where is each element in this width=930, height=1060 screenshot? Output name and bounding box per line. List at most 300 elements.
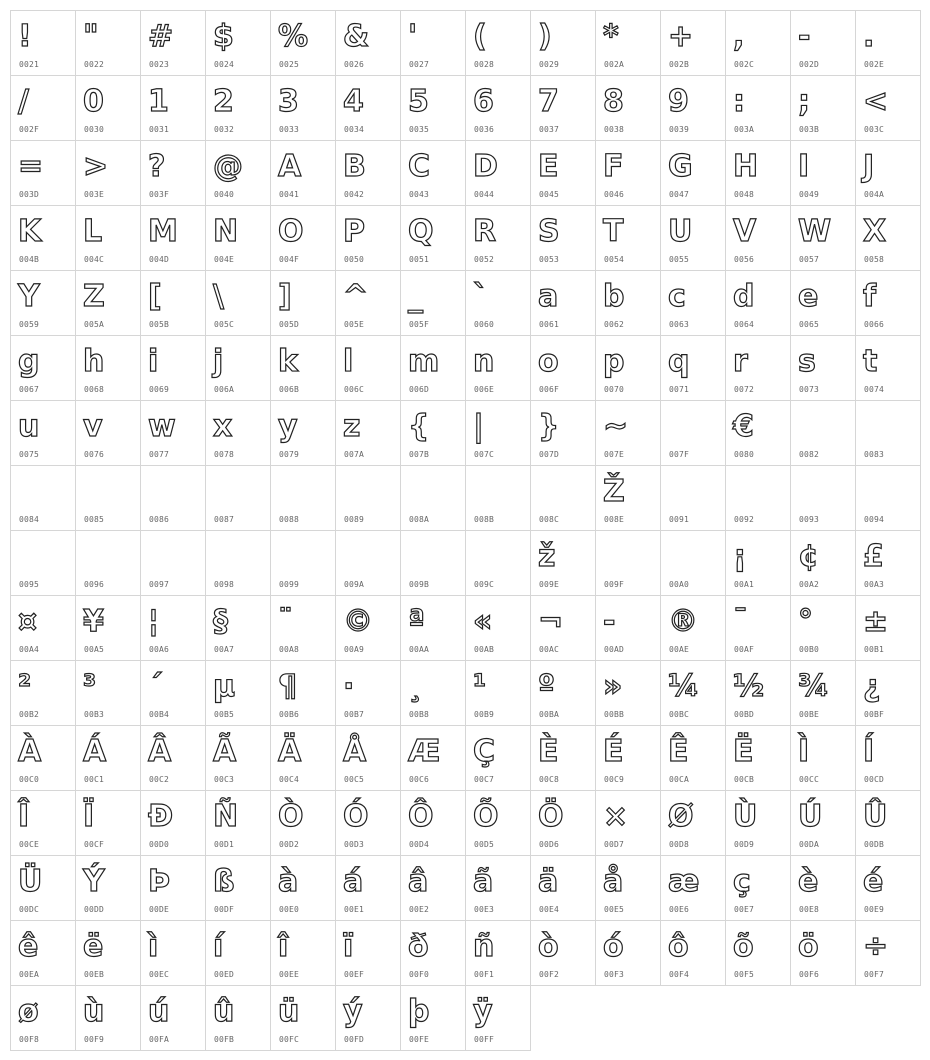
glyph-preview: Ñ [213, 799, 239, 834]
glyph-preview: I [798, 149, 810, 184]
glyph-code-label: 00AA [409, 645, 430, 654]
glyph-cell [726, 76, 791, 141]
glyph-code-label: 006A [214, 385, 235, 394]
glyph-cell [336, 726, 401, 791]
glyph-code-label: 009E [539, 580, 560, 589]
glyph-preview: V [733, 214, 757, 249]
glyph-cell [271, 531, 336, 596]
glyph-cell [466, 986, 531, 1051]
glyph-preview: ö [798, 929, 819, 964]
glyph-cell [466, 76, 531, 141]
glyph-preview: ~ [603, 409, 629, 444]
glyph-preview: » [603, 669, 623, 704]
glyph-preview: h [83, 344, 105, 379]
glyph-cell [596, 141, 661, 206]
glyph-preview: ë [83, 929, 104, 964]
glyph-cell [856, 336, 921, 401]
glyph-code-label: 0026 [344, 60, 365, 69]
glyph-cell [76, 336, 141, 401]
glyph-preview: Ô [408, 799, 434, 834]
glyph-cell [531, 401, 596, 466]
glyph-preview: ` [473, 279, 488, 314]
glyph-cell [206, 531, 271, 596]
glyph-code-label: 00A9 [344, 645, 365, 654]
glyph-code-label: 0038 [604, 125, 625, 134]
glyph-code-label: 00F0 [409, 970, 430, 979]
glyph-cell [76, 596, 141, 661]
glyph-cell [661, 531, 726, 596]
glyph-cell [76, 661, 141, 726]
glyph-preview: s [798, 344, 816, 379]
glyph-cell [466, 856, 531, 921]
glyph-preview: & [343, 19, 370, 54]
glyph-preview: Ë [733, 734, 754, 769]
glyph-cell [76, 921, 141, 986]
glyph-cell [661, 271, 726, 336]
glyph-code-label: 0056 [734, 255, 755, 264]
glyph-code-label: 005A [84, 320, 105, 329]
glyph-cell [466, 466, 531, 531]
glyph-code-label: 006F [539, 385, 560, 394]
glyph-cell [271, 271, 336, 336]
glyph-cell [336, 596, 401, 661]
glyph-cell [11, 401, 76, 466]
glyph-preview: _ [408, 279, 423, 314]
glyph-code-label: 0092 [734, 515, 755, 524]
glyph-cell [661, 921, 726, 986]
glyph-cell [206, 271, 271, 336]
glyph-code-label: 00A2 [799, 580, 820, 589]
glyph-code-label: 0029 [539, 60, 560, 69]
glyph-cell [466, 791, 531, 856]
glyph-grid [10, 10, 921, 1051]
glyph-cell [791, 141, 856, 206]
glyph-code-label: 00DA [799, 840, 820, 849]
glyph-preview: c [668, 279, 686, 314]
glyph-cell [791, 726, 856, 791]
glyph-cell [206, 206, 271, 271]
glyph-code-label: 0055 [669, 255, 690, 264]
glyph-cell [206, 401, 271, 466]
glyph-code-label: 00CD [864, 775, 885, 784]
glyph-code-label: 0033 [279, 125, 300, 134]
glyph-code-label: 00E9 [864, 905, 885, 914]
glyph-cell [531, 76, 596, 141]
glyph-cell [271, 856, 336, 921]
glyph-preview: 4 [343, 84, 364, 119]
glyph-preview: < [863, 84, 889, 119]
glyph-code-label: 0084 [19, 515, 40, 524]
glyph-code-label: 00BB [604, 710, 625, 719]
glyph-cell [11, 986, 76, 1051]
glyph-preview: ÷ [863, 929, 889, 964]
glyph-cell [11, 726, 76, 791]
glyph-preview: Þ [148, 864, 171, 899]
glyph-cell [401, 531, 466, 596]
glyph-cell [791, 661, 856, 726]
glyph-code-label: 00E5 [604, 905, 625, 914]
glyph-code-label: 003D [19, 190, 40, 199]
glyph-code-label: 00E4 [539, 905, 560, 914]
glyph-cell [401, 76, 466, 141]
glyph-preview: ¢ [798, 539, 819, 574]
glyph-preview: ¨ [278, 604, 293, 639]
glyph-preview: x [213, 409, 233, 444]
glyph-cell [466, 726, 531, 791]
glyph-cell [206, 856, 271, 921]
glyph-preview: j [213, 344, 224, 379]
glyph-code-label: 0095 [19, 580, 40, 589]
glyph-cell [76, 726, 141, 791]
glyph-cell [141, 921, 206, 986]
glyph-code-label: 00A6 [149, 645, 170, 654]
glyph-cell [791, 206, 856, 271]
glyph-code-label: 00EE [279, 970, 300, 979]
glyph-preview: â [408, 864, 429, 899]
glyph-cell [141, 141, 206, 206]
glyph-code-label: 0021 [19, 60, 40, 69]
glyph-cell [336, 76, 401, 141]
glyph-code-label: 0071 [669, 385, 690, 394]
glyph-code-label: 002D [799, 60, 820, 69]
glyph-code-label: 009A [344, 580, 365, 589]
glyph-cell [11, 76, 76, 141]
glyph-code-label: 00F3 [604, 970, 625, 979]
glyph-cell [11, 661, 76, 726]
glyph-cell [531, 531, 596, 596]
glyph-code-label: 00A3 [864, 580, 885, 589]
glyph-code-label: 0086 [149, 515, 170, 524]
glyph-cell [336, 986, 401, 1051]
glyph-cell [11, 531, 76, 596]
glyph-code-label: 00A0 [669, 580, 690, 589]
glyph-cell [856, 661, 921, 726]
glyph-code-label: 008C [539, 515, 560, 524]
glyph-cell [531, 11, 596, 76]
glyph-code-label: 00B5 [214, 710, 235, 719]
glyph-code-label: 00F9 [84, 1035, 105, 1044]
glyph-preview: ] [278, 279, 292, 314]
glyph-code-label: 0072 [734, 385, 755, 394]
glyph-cell [11, 791, 76, 856]
glyph-cell [76, 141, 141, 206]
glyph-preview: ó [603, 929, 624, 964]
glyph-cell [726, 921, 791, 986]
glyph-cell [206, 726, 271, 791]
glyph-cell [596, 401, 661, 466]
glyph-cell [726, 856, 791, 921]
glyph-cell [141, 531, 206, 596]
glyph-code-label: 0073 [799, 385, 820, 394]
glyph-cell [466, 401, 531, 466]
glyph-code-label: 004B [19, 255, 40, 264]
glyph-cell [401, 921, 466, 986]
glyph-preview: æ [668, 864, 700, 899]
glyph-preview: ò [538, 929, 559, 964]
glyph-preview: í [213, 929, 224, 964]
glyph-cell [401, 986, 466, 1051]
glyph-code-label: 00D8 [669, 840, 690, 849]
glyph-preview: © [343, 604, 373, 639]
glyph-cell [531, 206, 596, 271]
glyph-code-label: 004D [149, 255, 170, 264]
glyph-code-label: 0036 [474, 125, 495, 134]
glyph-preview: Ù [733, 799, 758, 834]
glyph-cell [726, 726, 791, 791]
glyph-preview: ì [148, 929, 159, 964]
glyph-preview: Ê [668, 734, 689, 769]
glyph-code-label: 00DE [149, 905, 170, 914]
glyph-preview: d [733, 279, 755, 314]
glyph-preview: É [603, 734, 624, 769]
glyph-code-label: 003E [84, 190, 105, 199]
glyph-preview: Å [343, 734, 367, 769]
glyph-code-label: 00BF [864, 710, 885, 719]
glyph-preview: M [148, 214, 178, 249]
glyph-preview: . [863, 19, 875, 54]
glyph-cell [596, 661, 661, 726]
glyph-preview: Õ [473, 799, 499, 834]
glyph-cell [11, 271, 76, 336]
glyph-code-label: 00EB [84, 970, 105, 979]
glyph-cell [76, 791, 141, 856]
glyph-preview: p [603, 344, 625, 379]
glyph-cell [336, 661, 401, 726]
glyph-preview: , [733, 19, 745, 54]
glyph-cell [856, 596, 921, 661]
glyph-cell [791, 596, 856, 661]
glyph-preview: ² [18, 669, 32, 704]
glyph-cell [401, 401, 466, 466]
glyph-cell [141, 596, 206, 661]
glyph-code-label: 005E [344, 320, 365, 329]
glyph-code-label: 0061 [539, 320, 560, 329]
glyph-cell [401, 271, 466, 336]
glyph-cell [661, 466, 726, 531]
glyph-preview: ï [343, 929, 354, 964]
glyph-cell [141, 856, 206, 921]
glyph-preview: ú [148, 994, 170, 1029]
glyph-preview: 1 [148, 84, 169, 119]
glyph-cell [141, 271, 206, 336]
glyph-cell [726, 11, 791, 76]
glyph-code-label: 00C7 [474, 775, 495, 784]
glyph-cell [76, 271, 141, 336]
glyph-code-label: 002B [669, 60, 690, 69]
glyph-cell [791, 791, 856, 856]
glyph-code-label: 0063 [669, 320, 690, 329]
glyph-code-label: 00AD [604, 645, 625, 654]
glyph-preview: F [603, 149, 624, 184]
glyph-cell [726, 661, 791, 726]
glyph-preview: Ò [278, 799, 304, 834]
glyph-code-label: 00C6 [409, 775, 430, 784]
glyph-cell [206, 76, 271, 141]
glyph-code-label: 00C0 [19, 775, 40, 784]
glyph-preview: û [213, 994, 235, 1029]
glyph-preview: ³ [83, 669, 97, 704]
glyph-cell [206, 466, 271, 531]
glyph-preview: È [538, 734, 559, 769]
glyph-code-label: 0022 [84, 60, 105, 69]
glyph-preview: g [18, 344, 40, 379]
glyph-code-label: 0091 [669, 515, 690, 524]
glyph-cell [596, 336, 661, 401]
glyph-preview: 2 [213, 84, 234, 119]
glyph-cell [531, 661, 596, 726]
glyph-preview: ¿ [863, 669, 881, 704]
glyph-code-label: 00CF [84, 840, 105, 849]
glyph-cell [596, 726, 661, 791]
glyph-code-label: 0049 [799, 190, 820, 199]
glyph-cell [726, 791, 791, 856]
glyph-cell [466, 531, 531, 596]
glyph-code-label: 0074 [864, 385, 885, 394]
glyph-cell [531, 726, 596, 791]
glyph-code-label: 00DC [19, 905, 40, 914]
glyph-preview: A [278, 149, 302, 184]
glyph-preview: ¹ [473, 669, 487, 704]
glyph-code-label: 00BA [539, 710, 560, 719]
glyph-code-label: 003B [799, 125, 820, 134]
glyph-code-label: 00C4 [279, 775, 300, 784]
glyph-preview: @ [213, 149, 243, 184]
glyph-cell [596, 856, 661, 921]
glyph-cell [661, 726, 726, 791]
glyph-code-label: 005C [214, 320, 235, 329]
glyph-preview: ¸ [408, 669, 423, 704]
glyph-cell [141, 661, 206, 726]
glyph-preview: * [603, 19, 619, 54]
glyph-code-label: 00BD [734, 710, 755, 719]
glyph-cell [11, 921, 76, 986]
glyph-code-label: 002E [864, 60, 885, 69]
glyph-code-label: 0025 [279, 60, 300, 69]
glyph-code-label: 003F [149, 190, 170, 199]
glyph-cell [726, 271, 791, 336]
glyph-code-label: 00F1 [474, 970, 495, 979]
glyph-preview: 7 [538, 84, 559, 119]
glyph-code-label: 00F7 [864, 970, 885, 979]
glyph-preview: H [733, 149, 759, 184]
glyph-cell [206, 921, 271, 986]
glyph-preview: K [18, 214, 42, 249]
glyph-preview: € [733, 409, 754, 444]
glyph-preview: î [278, 929, 289, 964]
glyph-code-label: 00DD [84, 905, 105, 914]
glyph-preview: 6 [473, 84, 494, 119]
glyph-code-label: 00D0 [149, 840, 170, 849]
glyph-preview: À [18, 734, 42, 769]
glyph-preview: b [603, 279, 625, 314]
glyph-cell [661, 141, 726, 206]
glyph-code-label: 0030 [84, 125, 105, 134]
glyph-cell [531, 271, 596, 336]
glyph-code-label: 00DB [864, 840, 885, 849]
glyph-preview: Ž [603, 474, 625, 509]
glyph-preview: § [213, 604, 228, 639]
glyph-code-label: 0035 [409, 125, 430, 134]
glyph-cell [141, 336, 206, 401]
glyph-cell [791, 531, 856, 596]
glyph-preview: O [278, 214, 304, 249]
glyph-preview: - [798, 19, 811, 54]
glyph-cell [401, 336, 466, 401]
glyph-cell [11, 206, 76, 271]
glyph-preview: ÿ [473, 994, 493, 1029]
glyph-preview: ' [408, 19, 418, 54]
glyph-code-label: 00C8 [539, 775, 560, 784]
glyph-cell [726, 531, 791, 596]
glyph-cell [856, 76, 921, 141]
glyph-preview: f [863, 279, 877, 314]
glyph-cell [271, 401, 336, 466]
glyph-cell [206, 791, 271, 856]
glyph-preview: G [668, 149, 693, 184]
glyph-cell [661, 596, 726, 661]
glyph-preview: Y [18, 279, 40, 314]
glyph-code-label: 0080 [734, 450, 755, 459]
glyph-code-label: 006B [279, 385, 300, 394]
glyph-preview: µ [213, 669, 236, 704]
glyph-cell [531, 141, 596, 206]
glyph-cell [661, 76, 726, 141]
glyph-preview: % [278, 19, 309, 54]
glyph-code-label: 0089 [344, 515, 365, 524]
glyph-cell [531, 596, 596, 661]
glyph-cell [271, 336, 336, 401]
glyph-preview: t [863, 344, 878, 379]
glyph-code-label: 00E7 [734, 905, 755, 914]
glyph-preview: ( [473, 19, 487, 54]
glyph-code-label: 0068 [84, 385, 105, 394]
glyph-cell [401, 11, 466, 76]
glyph-preview: ç [733, 864, 751, 899]
glyph-code-label: 005D [279, 320, 300, 329]
glyph-preview: [ [148, 279, 162, 314]
glyph-code-label: 0053 [539, 255, 560, 264]
glyph-cell [466, 336, 531, 401]
glyph-code-label: 00C9 [604, 775, 625, 784]
glyph-preview: l [343, 344, 354, 379]
glyph-preview: ; [798, 84, 810, 119]
glyph-preview: P [343, 214, 365, 249]
glyph-preview: - [603, 604, 616, 639]
glyph-preview: ! [18, 19, 32, 54]
glyph-preview: ô [668, 929, 689, 964]
glyph-cell [726, 466, 791, 531]
glyph-cell [661, 856, 726, 921]
glyph-code-label: 0069 [149, 385, 170, 394]
glyph-code-label: 00B6 [279, 710, 300, 719]
glyph-code-label: 0062 [604, 320, 625, 329]
glyph-preview: ¯ [733, 604, 748, 639]
glyph-preview: Ã [213, 734, 237, 769]
glyph-cell [11, 596, 76, 661]
glyph-preview: ¶ [278, 669, 298, 704]
glyph-code-label: 007B [409, 450, 430, 459]
glyph-cell [791, 76, 856, 141]
glyph-preview: i [148, 344, 159, 379]
glyph-preview: ü [278, 994, 300, 1029]
glyph-preview: ý [343, 994, 363, 1029]
glyph-cell [726, 401, 791, 466]
glyph-code-label: 00B2 [19, 710, 40, 719]
glyph-code-label: 00EF [344, 970, 365, 979]
glyph-cell [336, 921, 401, 986]
glyph-code-label: 00B3 [84, 710, 105, 719]
glyph-code-label: 0098 [214, 580, 235, 589]
